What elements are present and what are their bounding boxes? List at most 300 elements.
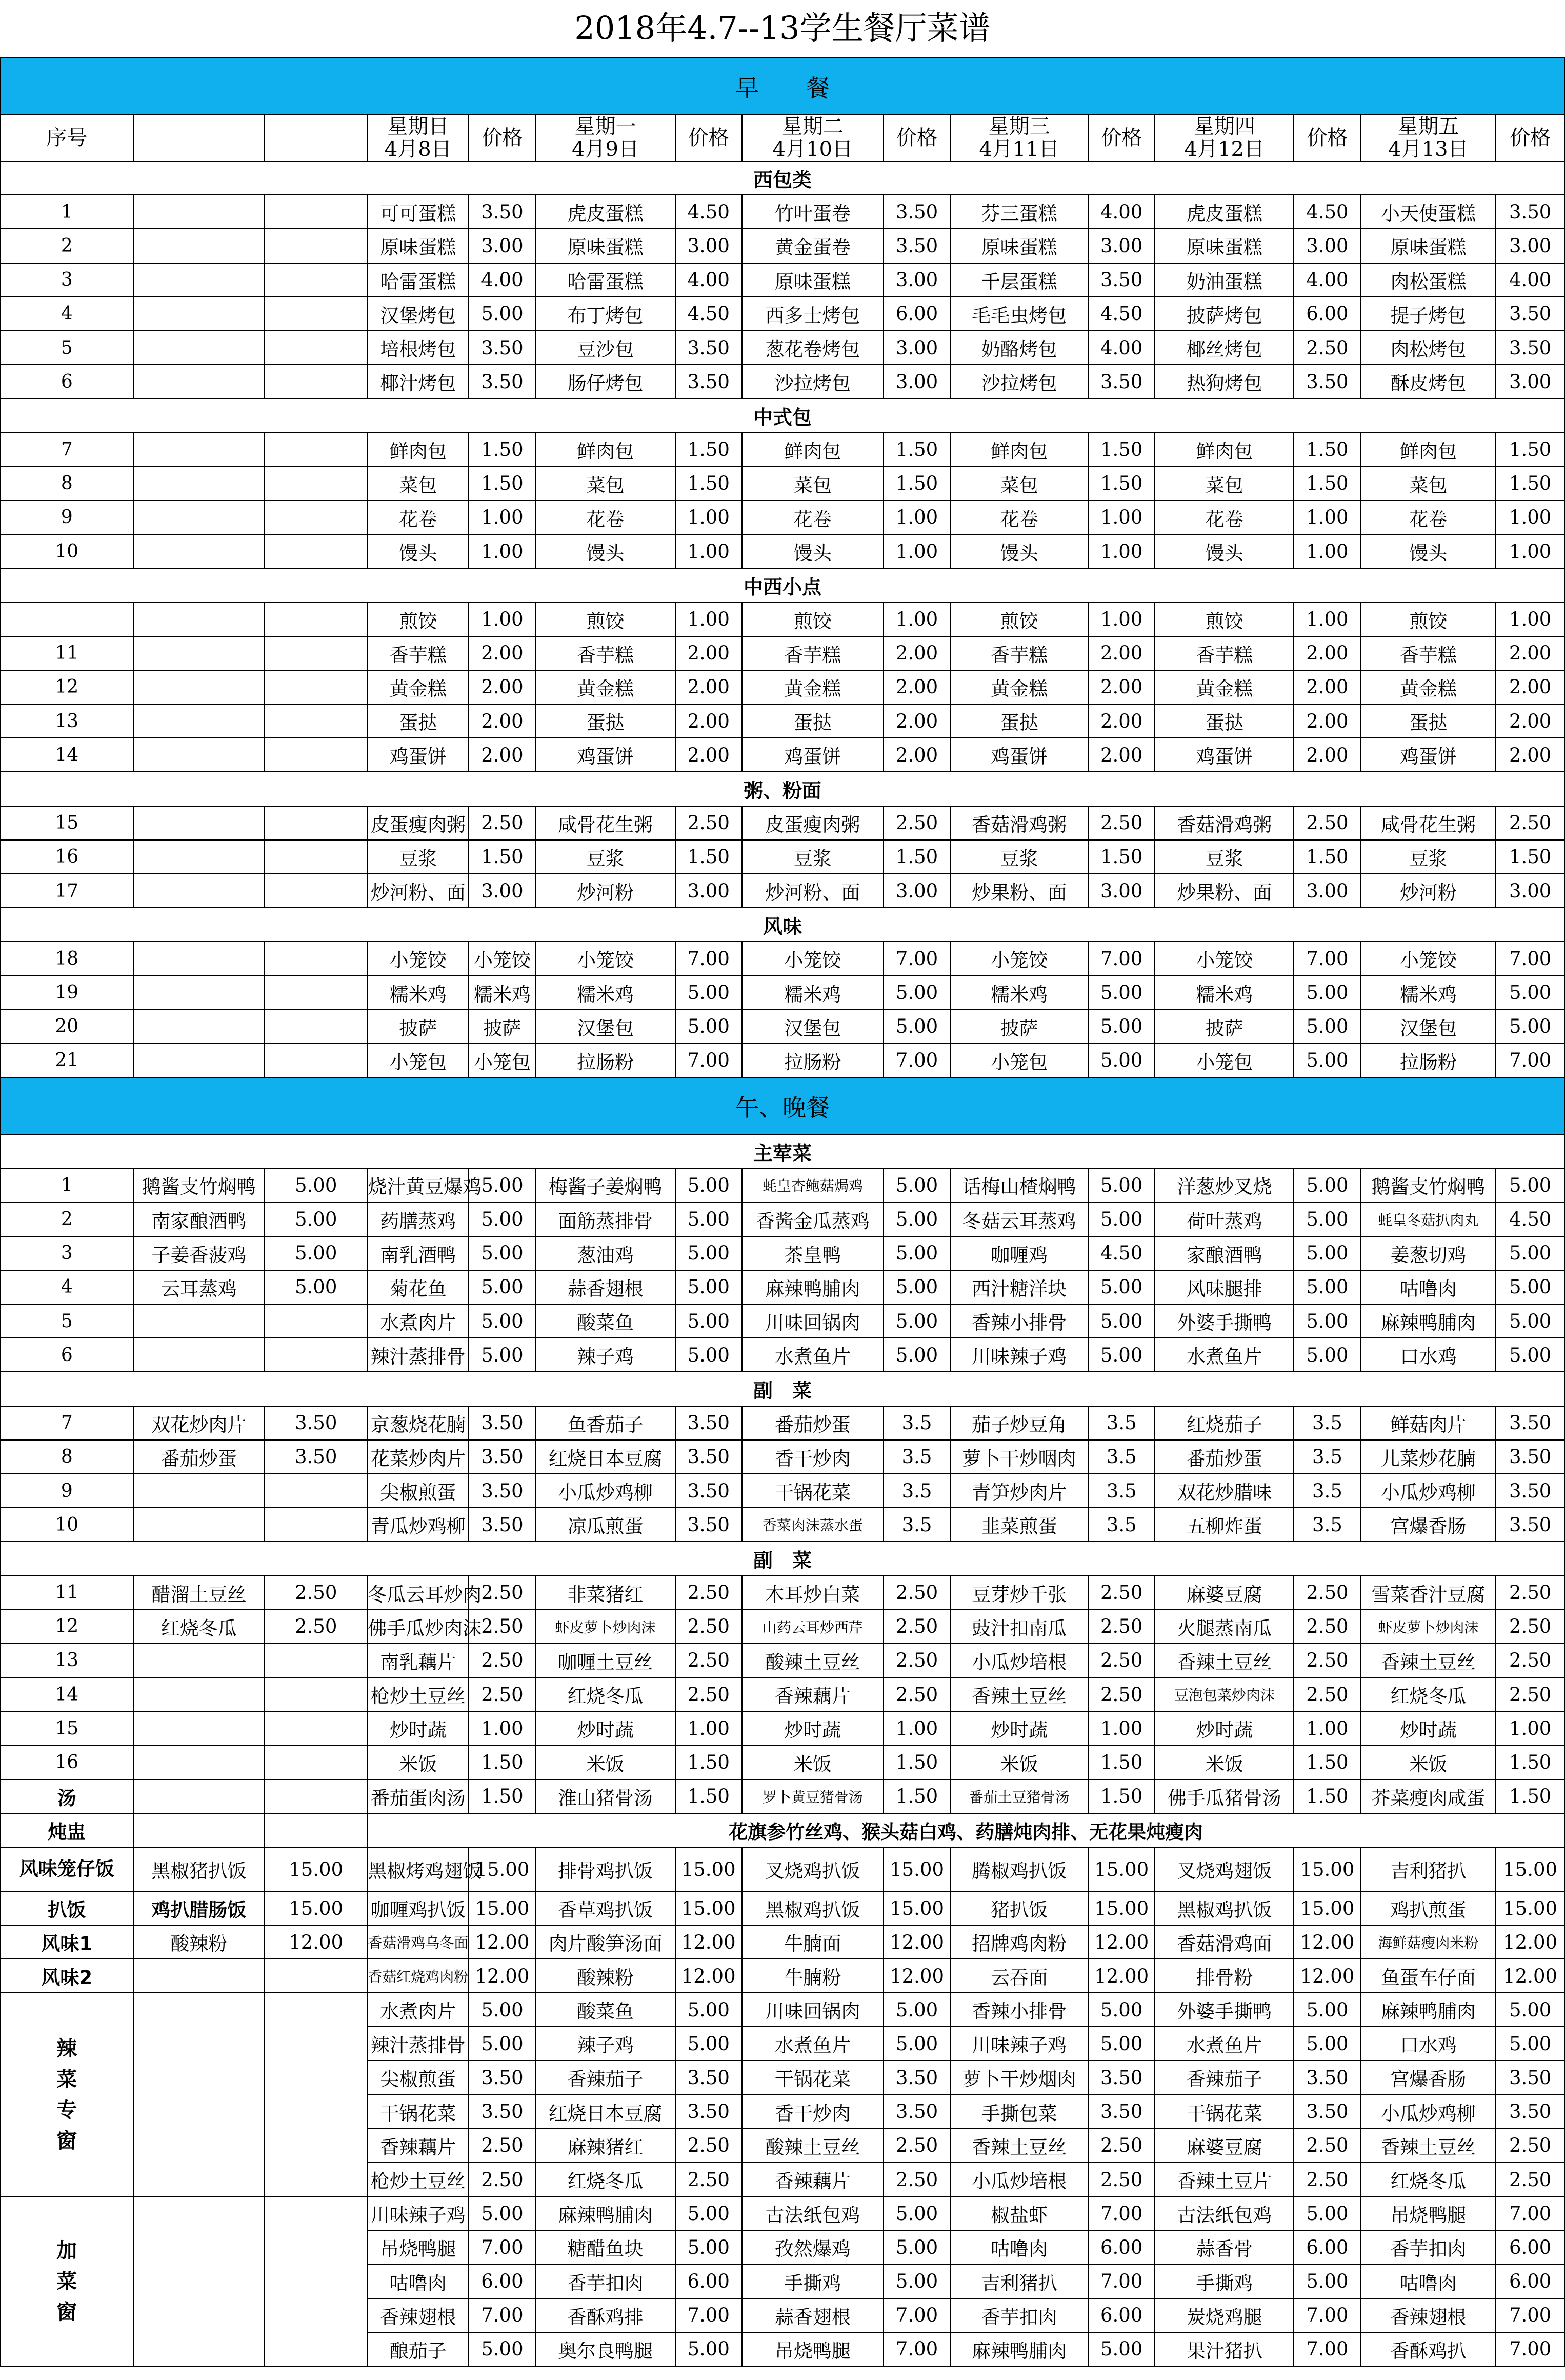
cell-price: 2.50 xyxy=(1088,1677,1155,1711)
cell-price: 2.00 xyxy=(1088,704,1155,738)
menu-row xyxy=(1,1474,1564,1508)
cell-price: 1.50 xyxy=(469,1779,535,1813)
row-extra-price xyxy=(265,534,367,568)
cell-price: 小笼饺 xyxy=(469,942,535,975)
cell-dish: 海鲜菇瘦肉米粉 xyxy=(1361,1925,1496,1959)
cell-price: 5.00 xyxy=(1496,1236,1564,1270)
menu-row xyxy=(1,1677,1564,1711)
row-extra-dish xyxy=(133,976,265,1010)
cell-price: 12.00 xyxy=(1496,1959,1564,1993)
cell-price: 5.00 xyxy=(675,1338,742,1372)
cell-dish: 糯米鸡 xyxy=(742,976,884,1010)
cell-dish: 佛手瓜猪骨汤 xyxy=(1155,1779,1294,1813)
category-row xyxy=(1,398,1564,432)
cell-price: 5.00 xyxy=(675,1202,742,1236)
cell-dish: 酥皮烤包 xyxy=(1361,365,1496,398)
cell-price: 15.00 xyxy=(675,1891,742,1925)
row-extra-dish xyxy=(133,670,265,704)
cell-price: 2.00 xyxy=(884,636,950,670)
menu-row xyxy=(1,1010,1564,1044)
cell-price: 2.50 xyxy=(675,2129,742,2163)
section-lunch xyxy=(1,1077,1564,1134)
cell-dish: 麻辣鸭脯肉 xyxy=(1361,1304,1496,1338)
cell-dish: 红烧茄子 xyxy=(1155,1406,1294,1440)
cell-price: 2.50 xyxy=(469,1576,535,1610)
cell-price: 3.50 xyxy=(1496,195,1564,229)
cell-price: 5.00 xyxy=(675,1993,742,2027)
row-extra-price xyxy=(265,263,367,297)
row-seq: 19 xyxy=(1,976,133,1010)
cell-dish: 干锅花菜 xyxy=(742,1474,884,1508)
cell-dish: 哈雷蛋糕 xyxy=(367,263,469,297)
cell-price: 5.00 xyxy=(675,2196,742,2230)
row-seq: 9 xyxy=(1,501,133,534)
row-extra-price xyxy=(265,1711,367,1745)
cell-dish: 酸辣土豆丝 xyxy=(742,2129,884,2163)
cell-price: 2.00 xyxy=(1496,636,1564,670)
cell-price: 1.50 xyxy=(884,1779,950,1813)
cell-dish: 香酱金瓜蒸鸡 xyxy=(742,1202,884,1236)
cell-price: 3.50 xyxy=(1294,2061,1360,2094)
cell-dish: 香芋糕 xyxy=(367,636,469,670)
cell-price: 3.50 xyxy=(675,2061,742,2094)
cell-price: 12.00 xyxy=(1088,1925,1155,1959)
cell-price: 1.00 xyxy=(675,501,742,534)
cell-dish: 红烧冬瓜 xyxy=(536,2163,675,2196)
cell-dish: 青笋炒肉片 xyxy=(950,1474,1088,1508)
row-extra-dish: 双花炒肉片 xyxy=(133,1406,265,1440)
cell-price: 6.00 xyxy=(469,2265,535,2298)
cell-price: 2.00 xyxy=(469,738,535,772)
menu-row xyxy=(1,670,1564,704)
cell-dish: 红烧冬瓜 xyxy=(536,1677,675,1711)
cell-dish: 烧汁黄豆爆鸡 xyxy=(367,1168,469,1202)
cell-price: 3.50 xyxy=(1496,1440,1564,1474)
special-extra-price: 15.00 xyxy=(265,1891,367,1925)
category-label: 中西小点 xyxy=(1,568,1564,602)
cell-dish: 香辣藕片 xyxy=(742,1677,884,1711)
cell-price: 5.00 xyxy=(1088,2027,1155,2061)
cell-dish: 炒时蔬 xyxy=(1155,1711,1294,1745)
row-extra-dish xyxy=(133,467,265,501)
row-seq: 汤 xyxy=(1,1779,133,1813)
cell-dish: 拉肠粉 xyxy=(536,1044,675,1077)
cell-price: 5.00 xyxy=(1088,976,1155,1010)
cell-price: 5.00 xyxy=(1294,1202,1360,1236)
cell-price: 3.00 xyxy=(884,874,950,908)
cell-dish: 糯米鸡 xyxy=(1155,976,1294,1010)
row-extra-price: 2.50 xyxy=(265,1610,367,1644)
cell-price: 5.00 xyxy=(1496,2027,1564,2061)
cell-dish: 原味蛋糕 xyxy=(536,229,675,263)
cell-dish: 炒时蔬 xyxy=(1361,1711,1496,1745)
menu-row xyxy=(1,501,1564,534)
cell-dish: 宫爆香肠 xyxy=(1361,1508,1496,1542)
header-day: 星期日 4月8日 xyxy=(367,115,469,161)
cell-price: 3.50 xyxy=(469,1508,535,1542)
row-extra-dish: 鹅酱支竹焖鸭 xyxy=(133,1168,265,1202)
cell-dish: 小天使蛋糕 xyxy=(1361,195,1496,229)
cell-dish: 米饭 xyxy=(742,1745,884,1779)
cell-dish: 青瓜炒鸡柳 xyxy=(367,1508,469,1542)
cell-dish: 鲜肉包 xyxy=(950,433,1088,467)
cell-price: 12.00 xyxy=(1496,1925,1564,1959)
cell-dish: 酸菜鱼 xyxy=(536,1304,675,1338)
cell-dish: 吉利猪扒 xyxy=(950,2265,1088,2298)
cell-price: 15.00 xyxy=(884,1847,950,1891)
cell-dish: 咕噜肉 xyxy=(367,2265,469,2298)
menu-row xyxy=(1,1745,1564,1779)
row-extra-dish xyxy=(133,1508,265,1542)
header-seq: 序号 xyxy=(1,115,133,161)
special-label: 扒饭 xyxy=(1,1891,133,1925)
cell-dish: 非菜猪红 xyxy=(536,1576,675,1610)
header-blank xyxy=(265,115,367,161)
cell-price: 1.50 xyxy=(1496,433,1564,467)
cell-dish: 炒河粉 xyxy=(536,874,675,908)
cell-dish: 小瓜炒培根 xyxy=(950,2163,1088,2196)
cell-price: 5.00 xyxy=(1496,976,1564,1010)
cell-dish: 蛋挞 xyxy=(742,704,884,738)
cell-dish: 山药云耳炒西芹 xyxy=(742,1610,884,1644)
cell-price: 2.50 xyxy=(1496,1677,1564,1711)
cell-price: 3.00 xyxy=(1496,229,1564,263)
special-extra-dish: 黑椒猪扒饭 xyxy=(133,1847,265,1891)
cell-price: 5.00 xyxy=(1496,1338,1564,1372)
cell-price: 12.00 xyxy=(675,1925,742,1959)
row-extra-price xyxy=(265,942,367,975)
cell-dish: 茶皇鸭 xyxy=(742,1236,884,1270)
cell-price: 5.00 xyxy=(675,976,742,1010)
cell-dish: 蚝皇杏鲍菇焗鸡 xyxy=(742,1168,884,1202)
cell-dish: 咖喱鸡 xyxy=(950,1236,1088,1270)
cell-dish: 豆浆 xyxy=(536,840,675,874)
cell-dish: 皮蛋瘦肉粥 xyxy=(742,806,884,840)
cell-dish: 哈雷蛋糕 xyxy=(536,263,675,297)
row-extra-dish: 醋溜土豆丝 xyxy=(133,1576,265,1610)
cell-dish: 米饭 xyxy=(367,1745,469,1779)
cell-price: 5.00 xyxy=(884,2230,950,2264)
row-extra-price xyxy=(265,297,367,331)
cell-dish: 花卷 xyxy=(950,501,1088,534)
cell-dish: 原味蛋糕 xyxy=(1361,229,1496,263)
cell-dish: 梅酱子姜焖鸭 xyxy=(536,1168,675,1202)
cell-price: 12.00 xyxy=(1088,1959,1155,1993)
cell-dish: 小笼饺 xyxy=(536,942,675,975)
cell-dish: 鲜肉包 xyxy=(536,433,675,467)
cell-price: 1.00 xyxy=(1294,602,1360,636)
row-extra-dish xyxy=(133,365,265,398)
cell-dish: 披萨烤包 xyxy=(1155,297,1294,331)
cell-price: 5.00 xyxy=(469,1236,535,1270)
header-price: 价格 xyxy=(884,115,950,161)
row-extra-price: 5.00 xyxy=(265,1168,367,1202)
category-row xyxy=(1,772,1564,806)
cell-price: 2.00 xyxy=(675,704,742,738)
cell-dish: 馒头 xyxy=(367,534,469,568)
cell-price: 5.00 xyxy=(675,2332,742,2366)
row-extra-dish xyxy=(133,1044,265,1077)
row-seq: 8 xyxy=(1,467,133,501)
cell-price: 5.00 xyxy=(675,1304,742,1338)
cell-price: 2.50 xyxy=(675,806,742,840)
cell-price: 3.50 xyxy=(1088,365,1155,398)
menu-row xyxy=(1,1644,1564,1677)
blank xyxy=(265,1993,367,2196)
cell-price: 3.50 xyxy=(884,2061,950,2094)
cell-dish: 炒河粉、面 xyxy=(742,874,884,908)
cell-price: 5.00 xyxy=(675,1236,742,1270)
cell-dish: 番茄蛋肉汤 xyxy=(367,1779,469,1813)
cell-price: 2.50 xyxy=(1496,1644,1564,1677)
cell-price: 1.50 xyxy=(469,433,535,467)
row-extra-dish xyxy=(133,1711,265,1745)
cell-dish: 干锅花菜 xyxy=(742,2061,884,2094)
cell-price: 4.00 xyxy=(1088,331,1155,365)
cell-price: 3.50 xyxy=(469,331,535,365)
cell-dish: 番茄炒蛋 xyxy=(1155,1440,1294,1474)
cell-price: 5.00 xyxy=(469,1202,535,1236)
row-extra-price: 5.00 xyxy=(265,1202,367,1236)
row-extra-price: 3.50 xyxy=(265,1440,367,1474)
row-extra-dish: 云耳蒸鸡 xyxy=(133,1270,265,1304)
cell-price: 2.00 xyxy=(675,636,742,670)
row-extra-price: 5.00 xyxy=(265,1270,367,1304)
cell-price: 2.50 xyxy=(469,1677,535,1711)
cell-dish: 奶油蛋糕 xyxy=(1155,263,1294,297)
cell-price: 5.00 xyxy=(469,1270,535,1304)
cell-dish: 香芋糕 xyxy=(950,636,1088,670)
cell-dish: 煎饺 xyxy=(1155,602,1294,636)
cell-price: 6.00 xyxy=(1294,2230,1360,2264)
cell-price: 5.00 xyxy=(469,2196,535,2230)
cell-price: 5.00 xyxy=(1496,1168,1564,1202)
cell-price: 2.50 xyxy=(1294,2129,1360,2163)
cell-price: 5.00 xyxy=(469,1993,535,2027)
cell-price: 3.50 xyxy=(884,2095,950,2129)
cell-dish: 香辣小排骨 xyxy=(950,1993,1088,2027)
cell-price: 2.50 xyxy=(1496,806,1564,840)
row-extra-price xyxy=(265,1044,367,1077)
blank xyxy=(265,2196,367,2366)
cell-price: 4.50 xyxy=(1088,297,1155,331)
cell-dish: 香草鸡扒饭 xyxy=(536,1891,675,1925)
cell-dish: 原味蛋糕 xyxy=(1155,229,1294,263)
cell-price: 3.50 xyxy=(1496,1406,1564,1440)
cell-dish: 咸骨花生粥 xyxy=(1361,806,1496,840)
cell-dish: 蛋挞 xyxy=(536,704,675,738)
cell-price: 15.00 xyxy=(469,1891,535,1925)
cell-price: 1.00 xyxy=(1496,602,1564,636)
cell-dish: 西汁糖洋块 xyxy=(950,1270,1088,1304)
cell-price: 3.00 xyxy=(884,365,950,398)
cell-dish: 炒时蔬 xyxy=(742,1711,884,1745)
cell-dish: 芥菜瘦肉咸蛋 xyxy=(1361,1779,1496,1813)
cell-price: 7.00 xyxy=(1088,2265,1155,2298)
cell-price: 12.00 xyxy=(884,1925,950,1959)
cell-price: 5.00 xyxy=(675,1270,742,1304)
cell-dish: 椒盐虾 xyxy=(950,2196,1088,2230)
cell-price: 4.00 xyxy=(675,263,742,297)
cell-price: 2.00 xyxy=(1088,738,1155,772)
cell-price: 2.50 xyxy=(884,1576,950,1610)
cell-dish: 果汁猪扒 xyxy=(1155,2332,1294,2366)
cell-dish: 黑椒鸡扒饭 xyxy=(1155,1891,1294,1925)
cell-price: 5.00 xyxy=(884,2196,950,2230)
category-row xyxy=(1,568,1564,602)
cell-dish: 香辣小排骨 xyxy=(950,1304,1088,1338)
cell-price: 1.50 xyxy=(884,467,950,501)
cell-dish: 牛腩粉 xyxy=(742,1959,884,1993)
cell-price: 3.50 xyxy=(675,1474,742,1508)
cell-price: 5.00 xyxy=(675,2027,742,2061)
menu-row xyxy=(1,840,1564,874)
row-seq: 5 xyxy=(1,331,133,365)
special-extra-price xyxy=(265,1959,367,1993)
cell-price: 5.00 xyxy=(469,2027,535,2061)
row-extra-price xyxy=(265,1474,367,1508)
cell-dish: 香干炒肉 xyxy=(742,1440,884,1474)
cell-price: 7.00 xyxy=(884,1044,950,1077)
cell-dish: 川味回锅肉 xyxy=(742,1304,884,1338)
special-extra-price: 15.00 xyxy=(265,1847,367,1891)
cell-price: 2.50 xyxy=(884,806,950,840)
cell-dish: 芬三蛋糕 xyxy=(950,195,1088,229)
row-seq: 6 xyxy=(1,365,133,398)
cell-dish: 蒜香翅根 xyxy=(742,2298,884,2332)
row-extra-dish: 子姜香菠鸡 xyxy=(133,1236,265,1270)
cell-price: 7.00 xyxy=(1496,2332,1564,2366)
cell-dish: 炒时蔬 xyxy=(536,1711,675,1745)
row-seq: 7 xyxy=(1,1406,133,1440)
cell-dish: 糯米鸡 xyxy=(536,976,675,1010)
cell-dish: 南乳藕片 xyxy=(367,1644,469,1677)
category-label: 西包类 xyxy=(1,161,1564,195)
cell-dish: 奶酪烤包 xyxy=(950,331,1088,365)
cell-price: 2.00 xyxy=(675,738,742,772)
row-extra-dish xyxy=(133,704,265,738)
cell-dish: 麻辣鸭脯肉 xyxy=(742,1270,884,1304)
row-seq: 5 xyxy=(1,1304,133,1338)
cell-price: 3.50 xyxy=(469,1474,535,1508)
cell-dish: 枪炒土豆丝 xyxy=(367,2163,469,2196)
cell-price: 1.50 xyxy=(1294,467,1360,501)
cell-price: 1.50 xyxy=(1088,1745,1155,1779)
cell-price: 4.00 xyxy=(469,263,535,297)
menu-row xyxy=(1,1406,1564,1440)
cell-price: 3.00 xyxy=(1088,874,1155,908)
cell-dish: 炒果粉、面 xyxy=(1155,874,1294,908)
cell-price: 5.00 xyxy=(1294,1993,1360,2027)
row-seq: 4 xyxy=(1,297,133,331)
cell-price: 3.50 xyxy=(675,2095,742,2129)
menu-row xyxy=(1,365,1564,398)
cell-price: 1.50 xyxy=(884,433,950,467)
row-extra-price xyxy=(265,229,367,263)
cell-dish: 花卷 xyxy=(742,501,884,534)
row-extra-price xyxy=(265,1304,367,1338)
row-seq: 15 xyxy=(1,1711,133,1745)
cell-price: 5.00 xyxy=(1088,1993,1155,2027)
cell-dish: 五柳炸蛋 xyxy=(1155,1508,1294,1542)
row-seq: 8 xyxy=(1,1440,133,1474)
cell-dish: 菜包 xyxy=(367,467,469,501)
cell-price: 3.5 xyxy=(1088,1406,1155,1440)
blank xyxy=(133,1813,265,1847)
cell-price: 2.50 xyxy=(469,2129,535,2163)
stew-label: 炖盅 xyxy=(1,1813,133,1847)
cell-dish: 外婆手撕鸭 xyxy=(1155,1993,1294,2027)
cell-price: 7.00 xyxy=(1088,942,1155,975)
cell-price: 1.50 xyxy=(675,1779,742,1813)
cell-price: 2.00 xyxy=(469,636,535,670)
cell-price: 2.50 xyxy=(675,1610,742,1644)
cell-dish: 川味辣子鸡 xyxy=(950,1338,1088,1372)
cell-dish: 虎皮蛋糕 xyxy=(536,195,675,229)
cell-price: 1.00 xyxy=(884,534,950,568)
cell-price: 3.00 xyxy=(1496,874,1564,908)
cell-dish: 川味辣子鸡 xyxy=(367,2196,469,2230)
row-seq: 12 xyxy=(1,1610,133,1644)
row-seq: 4 xyxy=(1,1270,133,1304)
cell-price: 3.50 xyxy=(1496,1474,1564,1508)
cell-price: 5.00 xyxy=(1294,1044,1360,1077)
row-extra-price xyxy=(265,976,367,1010)
row-extra-dish xyxy=(133,942,265,975)
cell-dish: 沙拉烤包 xyxy=(742,365,884,398)
cell-dish: 香酥鸡排 xyxy=(536,2298,675,2332)
menu-row xyxy=(1,1236,1564,1270)
cell-price: 7.00 xyxy=(675,942,742,975)
row-seq: 3 xyxy=(1,263,133,297)
cell-price: 2.00 xyxy=(1294,704,1360,738)
cell-dish: 米饭 xyxy=(536,1745,675,1779)
row-extra-price xyxy=(265,704,367,738)
cell-dish: 炒时蔬 xyxy=(367,1711,469,1745)
cell-price: 3.00 xyxy=(675,229,742,263)
cell-dish: 香芋糕 xyxy=(1155,636,1294,670)
row-seq: 11 xyxy=(1,636,133,670)
cell-price: 5.00 xyxy=(1294,976,1360,1010)
cell-dish: 萝卜干炒咽肉 xyxy=(950,1440,1088,1474)
cell-dish: 香菇滑鸡粥 xyxy=(1155,806,1294,840)
cell-price: 2.50 xyxy=(1088,2129,1155,2163)
cell-price: 5.00 xyxy=(884,2027,950,2061)
cell-price: 2.00 xyxy=(1496,738,1564,772)
cell-dish: 花卷 xyxy=(536,501,675,534)
cell-price: 3.5 xyxy=(1294,1406,1360,1440)
cell-price: 4.50 xyxy=(675,195,742,229)
cell-price: 3.50 xyxy=(675,365,742,398)
cell-dish: 蛋挞 xyxy=(950,704,1088,738)
cell-price: 4.00 xyxy=(1294,263,1360,297)
cell-price: 7.00 xyxy=(1294,2298,1360,2332)
cell-price: 5.00 xyxy=(884,1202,950,1236)
header-day: 星期二 4月10日 xyxy=(742,115,884,161)
cell-dish: 尖椒煎蛋 xyxy=(367,1474,469,1508)
row-seq: 7 xyxy=(1,433,133,467)
row-extra-price xyxy=(265,433,367,467)
cell-dish: 鲜肉包 xyxy=(367,433,469,467)
cell-dish: 麻婆豆腐 xyxy=(1155,1576,1294,1610)
cell-dish: 木耳炒白菜 xyxy=(742,1576,884,1610)
cell-dish: 黄金蛋卷 xyxy=(742,229,884,263)
category-row xyxy=(1,1134,1564,1168)
cell-dish: 小笼饺 xyxy=(367,942,469,975)
cell-dish: 香芋扣肉 xyxy=(536,2265,675,2298)
cell-price: 5.00 xyxy=(884,2265,950,2298)
cell-price: 12.00 xyxy=(1294,1925,1360,1959)
